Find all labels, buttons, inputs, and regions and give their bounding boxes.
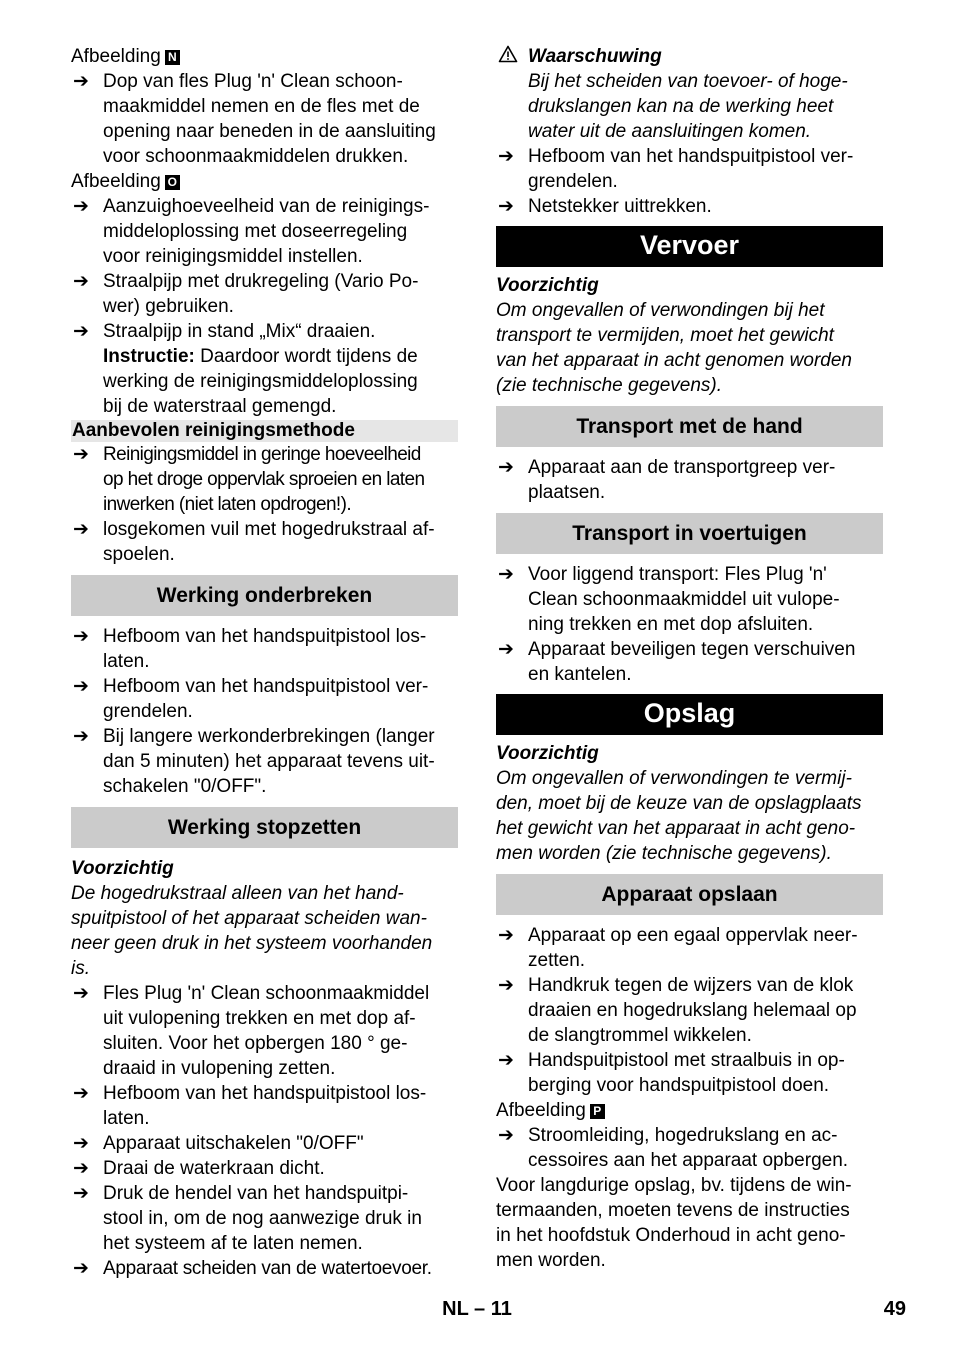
list-item (496, 923, 883, 973)
text-line: Reinigingsmiddel in geringe hoeveelheid (103, 444, 421, 465)
text-line: middeloplossing met doseerregeling (103, 221, 408, 242)
page-number: 49 (883, 1298, 906, 1320)
warning-text: water uit de aansluitingen komen. (528, 121, 812, 142)
text-line: Hefboom van het handspuitpistool los- (103, 1083, 427, 1104)
list-item (496, 562, 883, 637)
arrow-right-icon: ➔ (498, 1125, 514, 1146)
text-line: Apparaat aan de transportgreep ver- (528, 457, 836, 478)
text-line: uit vulopening trekken en met dop af- (103, 1008, 416, 1029)
text-line: Daardoor wordt tijdens de (194, 346, 418, 367)
warning-text: drukslangen kan na de werking heet (528, 96, 834, 117)
text-line: Hefboom van het handspuitpistool ver- (103, 676, 429, 697)
paragraph-line: men worden. (496, 1250, 606, 1271)
text-line: Apparaat uitschakelen "0/OFF" (103, 1133, 364, 1154)
arrow-right-icon: ➔ (498, 564, 514, 585)
text-line: werking de reinigingsmiddeloplossing (103, 371, 418, 392)
text-line: bij de waterstraal gemengd. (103, 396, 337, 417)
text-line: spoelen. (103, 544, 175, 565)
arrow-right-icon: ➔ (73, 1183, 89, 1204)
arrow-right-icon: ➔ (73, 196, 89, 217)
text-line: Stroomleiding, hogedrukslang en ac- (528, 1125, 838, 1146)
text-line: maakmiddel nemen en de fles met de (103, 96, 420, 117)
caution-text: Om ongevallen of verwondingen bij het (496, 300, 825, 321)
arrow-right-icon: ➔ (498, 196, 514, 217)
list-item (496, 1048, 883, 1098)
instruction-label: Instructie: (103, 346, 195, 367)
text-line: Netstekker uittrekken. (528, 196, 712, 217)
chapter-heading-storage: Opslag (496, 694, 883, 735)
text-line: laten. (103, 1108, 150, 1129)
figure-badge-o: O (165, 175, 180, 190)
figure-label: Afbeelding (71, 171, 161, 192)
section-heading-interrupt: Werking onderbreken (71, 575, 458, 616)
figure-ref-o (71, 169, 458, 194)
text-line: ning trekken en met dop afsluiten. (528, 614, 814, 635)
text-line: Apparaat op een egaal oppervlak neer- (528, 925, 858, 946)
text-line: Aanzuighoeveelheid van de reinigings- (103, 196, 430, 217)
caution-text: De hogedrukstraal alleen van het hand- (71, 883, 404, 904)
warning-triangle-icon (498, 45, 518, 70)
caution-text: men worden (zie technische gegevens). (496, 843, 832, 864)
figure-label: Afbeelding (496, 1100, 586, 1121)
arrow-right-icon: ➔ (498, 457, 514, 478)
arrow-right-icon: ➔ (73, 1158, 89, 1179)
list-item (71, 517, 458, 567)
caution-label: Voorzichtig (496, 743, 599, 764)
list-item (71, 319, 458, 419)
caution-text: transport te vermijden, moet het gewicht (496, 325, 834, 346)
figure-label: Afbeelding (71, 46, 161, 67)
section-heading-store-device: Apparaat opslaan (496, 874, 883, 915)
text-line: sluiten. Voor het opbergen 180 ° ge- (103, 1033, 408, 1054)
arrow-right-icon: ➔ (73, 726, 89, 747)
subheading-recommended-method: Aanbevolen reinigingsmethode (71, 420, 458, 442)
text-line: de slangtrommel wikkelen. (528, 1025, 752, 1046)
caution-text: den, moet bij de keuze van de opslagplaats (496, 793, 862, 814)
text-line: Straalpijp in stand „Mix“ draaien. (103, 321, 376, 342)
text-line: Apparaat scheiden van de watertoevoer. (103, 1258, 432, 1279)
text-line: wer) gebruiken. (103, 296, 234, 317)
figure-ref-p (496, 1098, 883, 1123)
text-line: schakelen "0/OFF". (103, 776, 267, 797)
text-line: op het droge oppervlak sproeien en laten (103, 469, 425, 490)
list-item (496, 144, 883, 194)
list-item (496, 194, 883, 219)
caution-text: is. (71, 958, 90, 979)
text-line: dan 5 minuten) het apparaat tevens uit- (103, 751, 435, 772)
text-line: draaid in vulopening zetten. (103, 1058, 336, 1079)
instruction-line (103, 344, 458, 369)
warning-text: Bij het scheiden van toevoer- of hoge- (528, 71, 848, 92)
paragraph-line: termaanden, moeten tevens de instructies (496, 1200, 850, 1221)
text-line: Bij langere werkonderbrekingen (langer (103, 726, 435, 747)
text-line: inwerken (niet laten opdrogen!). (103, 494, 352, 515)
text-line: Draai de waterkraan dicht. (103, 1158, 325, 1179)
warning-block (496, 44, 883, 144)
text-line: en kantelen. (528, 664, 632, 685)
caution-text: spuitpistool of het apparaat scheiden wan- (71, 908, 427, 929)
arrow-right-icon: ➔ (498, 639, 514, 660)
text-line: zetten. (528, 950, 586, 971)
text-line: grendelen. (528, 171, 618, 192)
text-line: stool in, om de nog aanwezige druk in (103, 1208, 422, 1229)
text-line: berging voor handspuitpistool doen. (528, 1075, 830, 1096)
figure-badge-n: N (165, 50, 180, 65)
list-item (496, 455, 883, 505)
arrow-right-icon: ➔ (498, 146, 514, 167)
text-line: Hefboom van het handspuitpistool ver- (528, 146, 854, 167)
paragraph-line: Voor langdurige opslag, bv. tijdens de win- (496, 1175, 852, 1196)
arrow-right-icon: ➔ (73, 676, 89, 697)
text-line: opening naar beneden in de aansluiting (103, 121, 436, 142)
caution-text: het gewicht van het apparaat in acht geno- (496, 818, 856, 839)
arrow-right-icon: ➔ (73, 444, 89, 465)
text-line: Apparaat beveiligen tegen verschuiven (528, 639, 856, 660)
text-line: plaatsen. (528, 482, 606, 503)
figure-ref-n (71, 44, 458, 69)
arrow-right-icon: ➔ (73, 1083, 89, 1104)
warning-label: Waarschuwing (528, 46, 662, 67)
arrow-right-icon: ➔ (73, 983, 89, 1004)
arrow-right-icon: ➔ (73, 519, 89, 540)
list-item (496, 1123, 883, 1173)
text-line: Fles Plug 'n' Clean schoonmaakmiddel (103, 983, 430, 1004)
arrow-right-icon: ➔ (73, 626, 89, 647)
text-line: Handkruk tegen de wijzers van de klok (528, 975, 854, 996)
list-item (71, 69, 458, 169)
figure-badge-p: P (590, 1104, 605, 1119)
section-heading-vehicle-transport: Transport in voertuigen (496, 513, 883, 554)
section-heading-stop: Werking stopzetten (71, 807, 458, 848)
caution-label: Voorzichtig (71, 858, 174, 879)
text-line: losgekomen vuil met hogedrukstraal af- (103, 519, 435, 540)
text-line: Druk de hendel van het handspuitpi- (103, 1183, 409, 1204)
arrow-right-icon: ➔ (498, 1050, 514, 1071)
list-item (71, 674, 458, 724)
text-line: Hefboom van het handspuitpistool los- (103, 626, 427, 647)
list-item (71, 269, 458, 319)
list-item (71, 1181, 458, 1256)
text-line: Dop van fles Plug 'n' Clean schoon- (103, 71, 403, 92)
caution-text: (zie technische gegevens). (496, 375, 723, 396)
list-item (71, 1256, 458, 1281)
caution-text: Om ongevallen of verwondingen te vermij- (496, 768, 852, 789)
text-line: voor schoonmaakmiddelen drukken. (103, 146, 409, 167)
text-line: voor reinigingsmiddel instellen. (103, 246, 363, 267)
arrow-right-icon: ➔ (73, 1133, 89, 1154)
caution-label: Voorzichtig (496, 275, 599, 296)
arrow-right-icon: ➔ (498, 975, 514, 996)
text-line: Voor liggend transport: Fles Plug 'n' (528, 564, 827, 585)
caution-text: neer geen druk in het systeem voorhanden (71, 933, 433, 954)
list-item (71, 624, 458, 674)
list-item (71, 442, 458, 517)
list-item (71, 194, 458, 269)
list-item (71, 981, 458, 1081)
arrow-right-icon: ➔ (73, 321, 89, 342)
paragraph-line: in het hoofdstuk Onderhoud in acht geno- (496, 1225, 846, 1246)
text-line: Straalpijp met drukregeling (Vario Po- (103, 271, 419, 292)
list-item (71, 1081, 458, 1131)
text-line: Handspuitpistool met straalbuis in op- (528, 1050, 845, 1071)
chapter-heading-transport: Vervoer (496, 226, 883, 267)
text-line: Clean schoonmaakmiddel uit vulope- (528, 589, 840, 610)
arrow-right-icon: ➔ (498, 925, 514, 946)
arrow-right-icon: ➔ (73, 271, 89, 292)
list-item (71, 1156, 458, 1181)
left-column (71, 44, 458, 1281)
list-item (71, 724, 458, 799)
list-item (496, 637, 883, 687)
text-line: laten. (103, 651, 150, 672)
text-line: cessoires aan het apparaat opbergen. (528, 1150, 849, 1171)
caution-text: van het apparaat in acht genomen worden (496, 350, 852, 371)
list-item (496, 973, 883, 1048)
text-line: draaien en hogedrukslang helemaal op (528, 1000, 857, 1021)
right-column (496, 44, 883, 1273)
arrow-right-icon: ➔ (73, 71, 89, 92)
list-item (71, 1131, 458, 1156)
arrow-right-icon: ➔ (73, 1258, 89, 1279)
text-line: het systeem af te laten nemen. (103, 1233, 363, 1254)
section-heading-hand-transport: Transport met de hand (496, 406, 883, 447)
footer-section-number: NL – 11 (442, 1298, 512, 1320)
text-line: grendelen. (103, 701, 193, 722)
